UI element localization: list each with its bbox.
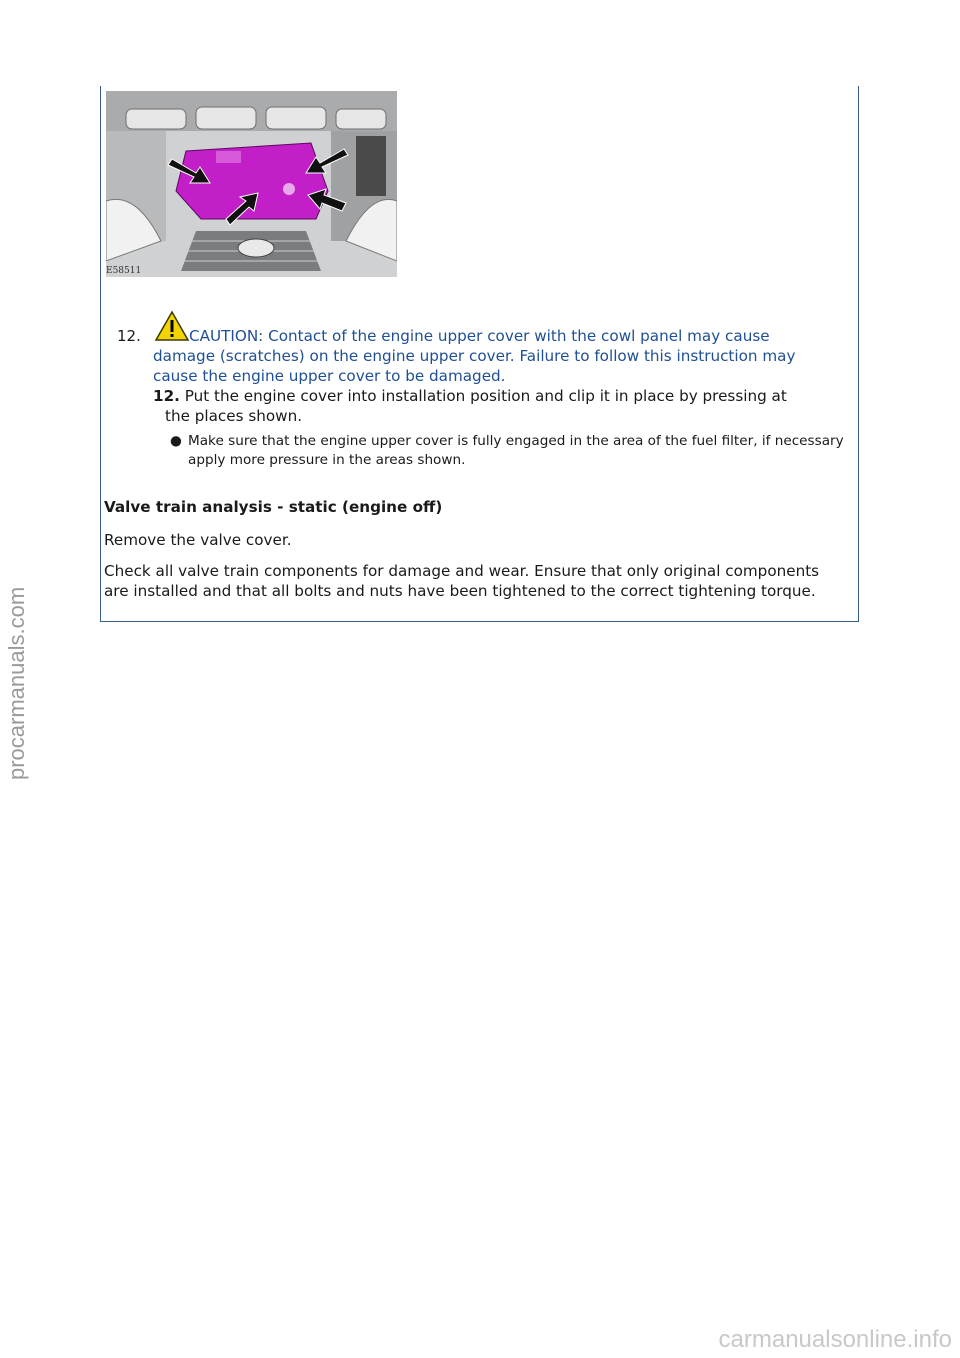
section-heading: Valve train analysis - static (engine off) <box>104 498 443 516</box>
step-instruction-first: Put the engine cover into installation position and clip it in place by pressing at <box>184 387 787 405</box>
paragraph-check-components: Check all valve train components for damage and wear. Ensure that only original components are installed and that all bolts and nuts have been tightened to the correct tightening torque. <box>104 562 820 600</box>
bullet-dot-icon: ● <box>170 433 182 449</box>
engine-bay-illustration <box>106 91 397 277</box>
step-bold-number: 12. <box>153 387 180 405</box>
step-instruction <box>153 386 843 426</box>
step-instruction-second: the places shown. <box>165 407 303 425</box>
side-watermark: procarmanuals.com <box>4 586 29 780</box>
bottom-watermark: carmanualsonline.info <box>718 1326 952 1353</box>
engine-cover-figure <box>106 91 397 277</box>
list-item <box>170 432 860 470</box>
paragraph-remove-cover: Remove the valve cover. <box>104 531 292 549</box>
caution-text: CAUTION: Contact of the engine upper cover with the cowl panel may cause damage (scratches) on the engine upper cover. Failure to follow this instruction may cause the engine upper cover to be damaged. <box>153 327 796 385</box>
bullet-text: Make sure that the engine upper cover is fully engaged in the area of the fuel filter, if necessary apply more pressure in the areas shown. <box>188 433 844 468</box>
figure-code: E58511 <box>106 266 142 276</box>
step-number: 12. <box>117 327 141 345</box>
